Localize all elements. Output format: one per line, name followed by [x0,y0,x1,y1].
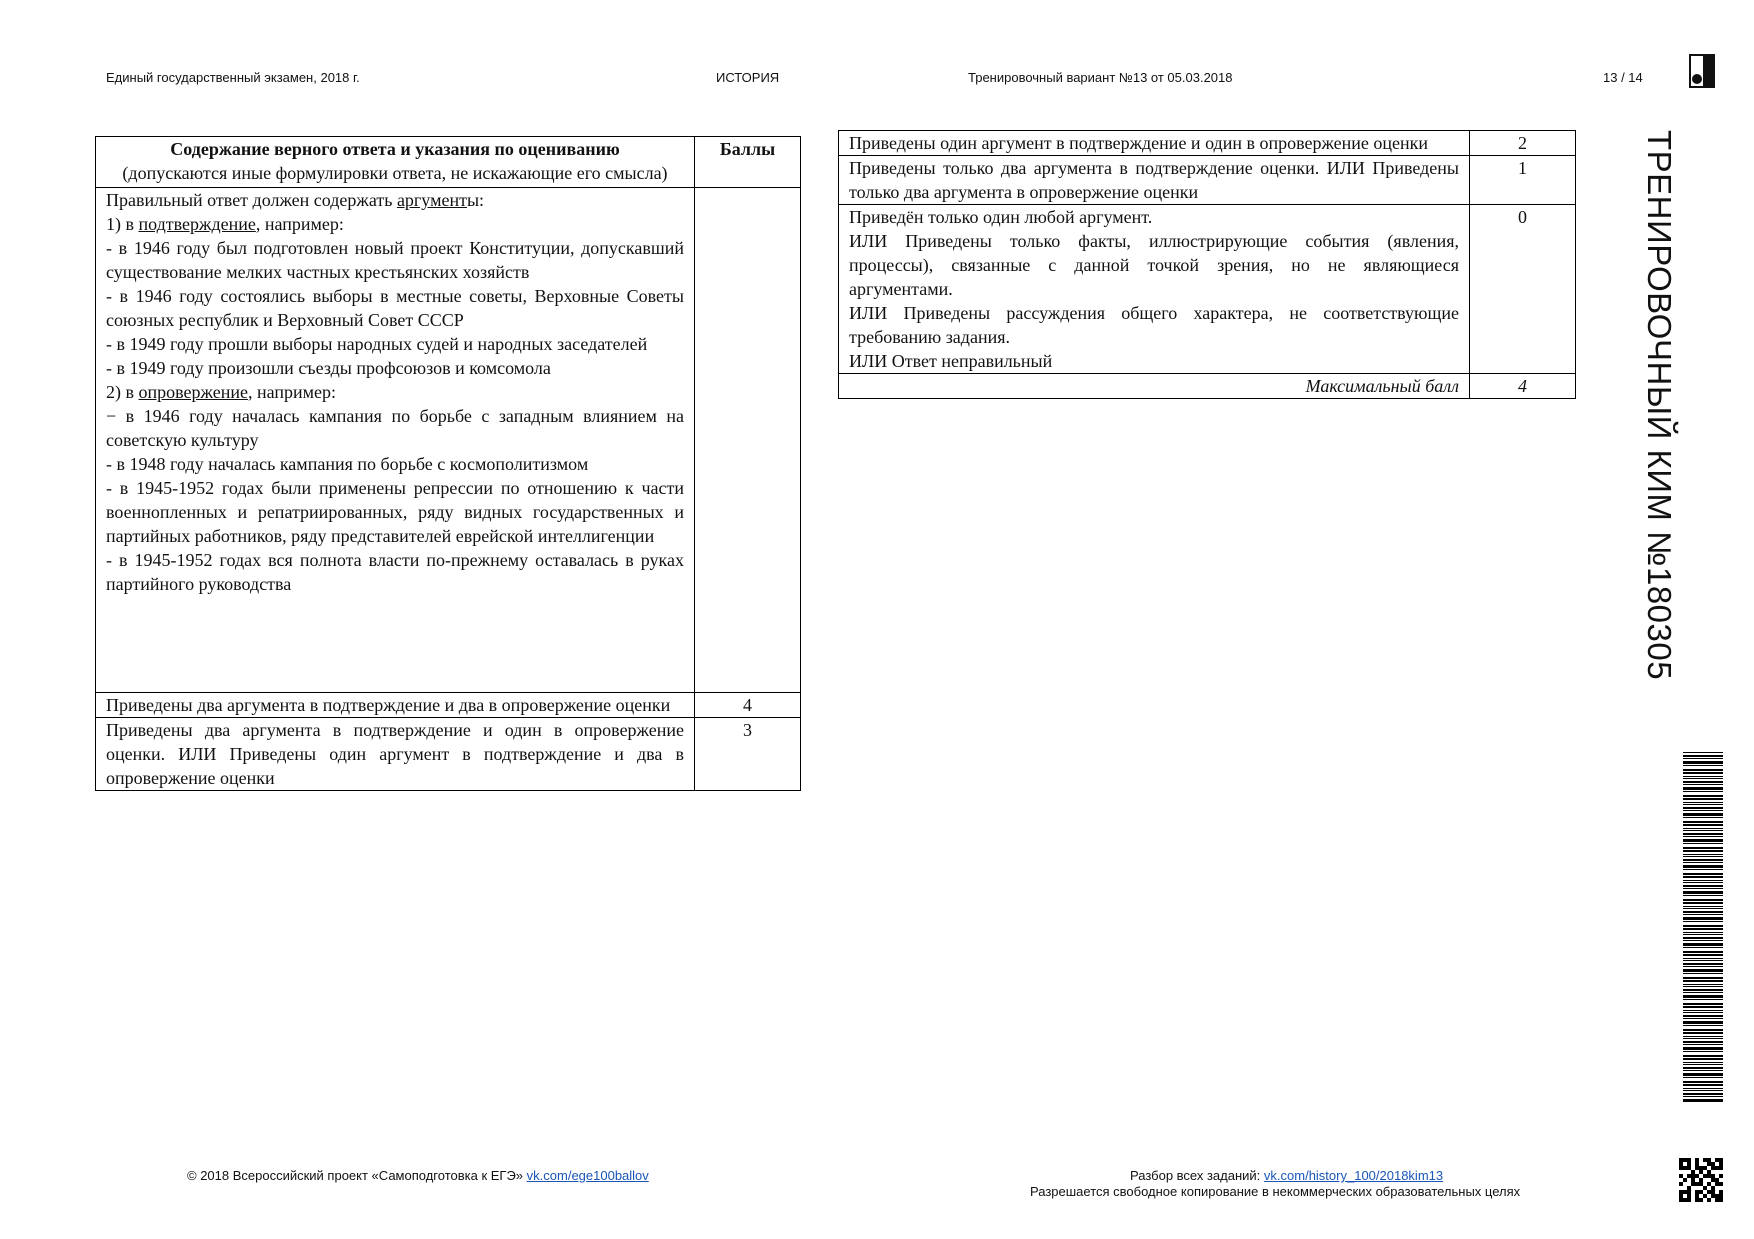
table-row [839,156,1576,205]
logo-icon [1689,54,1715,88]
list-item: - в 1945-1952 годах были применены репрессии по отношению к части военнопленных и репатриированных, ряду видных государственных и партийных работников, ряду представителей еврейской интеллигенции [106,478,684,546]
part1-heading: 1) в подтверждение, например: [106,214,344,234]
criteria-line: Приведены только два аргумента в подтверждение оценки. ИЛИ Приведены только два аргумента в опровержение оценки [849,158,1459,202]
table-row [839,131,1576,156]
answer-intro: Правильный ответ должен содержать аргументы: [106,190,485,210]
criteria-text [839,156,1470,205]
footer-license: Разрешается свободное копирование в некоммерческих образовательных целях [1030,1184,1521,1199]
copyright-link[interactable]: vk.com/ege100ballov [526,1168,649,1183]
criteria-score: 4 [695,693,801,718]
header-subject: ИСТОРИЯ [716,70,780,85]
list-item: - в 1946 году состоялись выборы в местные советы, Верховные Советы союзных республик и Верховный Совет СССР [106,286,684,330]
list-item: - в 1949 году произошли съезды профсоюзов и комсомола [106,358,551,378]
criteria-text [839,131,1470,156]
header-exam: Единый государственный экзамен, 2018 г. [106,70,360,85]
barcode-icon [1683,752,1723,1102]
qr-code-icon [1679,1158,1723,1202]
list-item: - в 1946 году был подготовлен новый проект Конституции, допускавший существование мелких частных крестьянских хозяйств [106,238,684,282]
criteria-text: Приведены два аргумента в подтверждение и один в опровержение оценки. ИЛИ Приведены один аргумент в подтверждение и два в опровержение оценки [96,718,695,791]
header-subtitle: (допускаются иные формулировки ответа, не искажающие его смысла) [122,163,668,183]
max-score-row [839,374,1576,399]
part2-heading: 2) в опровержение, например: [106,382,336,402]
criteria-line: Приведены один аргумент в подтверждение и один в опровержение оценки [849,133,1429,153]
criteria-score: 2 [1470,131,1576,156]
criteria-score: 1 [1470,156,1576,205]
list-item: − в 1946 году началась кампания по борьбе с западным влиянием на советскую культуру [106,406,684,450]
criteria-score: 0 [1470,205,1576,374]
side-title: ТРЕНИРОВОЧНЫЙ КИМ №180305 [1641,130,1678,681]
answer-table-left [95,136,801,791]
answer-table-right [838,130,1576,399]
list-item: - в 1948 году началась кампания по борьбе с космополитизмом [106,454,589,474]
table-row [839,205,1576,374]
footer-copyright: © 2018 Всероссийский проект «Самоподготовка к ЕГЭ» vk.com/ege100ballov [187,1168,649,1183]
criteria-text: Приведены два аргумента в подтверждение и два в опровержение оценки [96,693,695,718]
answer-content-cell [96,188,695,693]
header-variant: Тренировочный вариант №13 от 05.03.2018 [968,70,1233,85]
max-score-value: 4 [1470,374,1576,399]
criteria-line: ИЛИ Приведены только факты, иллюстрирующие события (явления, процессы), связанные с данной точкой зрения, но не являющиеся аргументами. [849,231,1459,299]
list-item: - в 1945-1952 годах вся полнота власти по-прежнему оставалась в руках партийного руководства [106,550,684,594]
criteria-text [839,205,1470,374]
footer-review: Разбор всех заданий: vk.com/history_100/2018kim13 [1130,1168,1444,1183]
criteria-line: ИЛИ Ответ неправильный [849,351,1053,371]
header-title: Содержание верного ответа и указания по оцениванию [170,139,620,159]
max-score-label: Максимальный балл [839,374,1470,399]
criteria-score: 3 [695,718,801,791]
table-header-row [96,137,801,188]
header-score-cell: Баллы [695,137,801,188]
table-row [96,718,801,791]
header-content-cell [96,137,695,188]
answer-score-cell [695,188,801,693]
table-row [96,693,801,718]
review-link[interactable]: vk.com/history_100/2018kim13 [1263,1168,1444,1183]
list-item: - в 1949 году прошли выборы народных судей и народных заседателей [106,334,648,354]
criteria-line: ИЛИ Приведены рассуждения общего характера, не соответствующие требованию задания. [849,303,1459,347]
criteria-line: Приведён только один любой аргумент. [849,207,1153,227]
answer-content-row [96,188,801,693]
header-page-number: 13 / 14 [1603,70,1643,85]
